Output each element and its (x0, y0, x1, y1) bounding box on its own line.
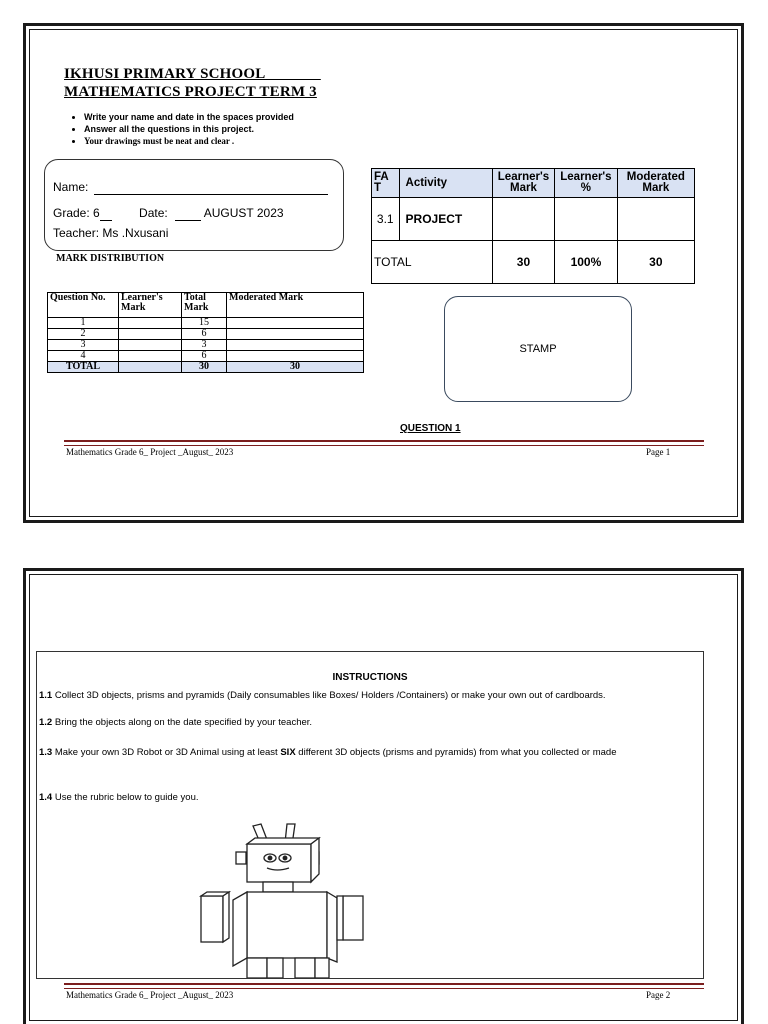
fat-table (371, 168, 695, 284)
fat-cell: 3.1 (372, 198, 400, 241)
bullet-item: • Your drawings must be neat and clear . (84, 136, 424, 146)
instruction-number: 1.1 (39, 690, 53, 701)
instructions-box (36, 651, 704, 979)
name-label: Name: (53, 180, 89, 194)
fat-total-cell: 30 (617, 241, 694, 284)
instruction-number: 1.2 (39, 717, 53, 728)
dist-total-cell: TOTAL (48, 362, 119, 373)
mark-distribution-table (47, 292, 364, 373)
dist-row (48, 318, 364, 329)
dist-cell[interactable] (227, 318, 364, 329)
dist-total-cell: 30 (227, 362, 364, 373)
instruction-number: 1.4 (39, 792, 53, 803)
dist-cell: 4 (48, 351, 119, 362)
dist-cell[interactable] (119, 329, 182, 340)
dist-cell: 3 (48, 340, 119, 351)
stamp-box (444, 296, 632, 402)
footer-rule (64, 983, 704, 989)
date-label: Date: (139, 206, 168, 220)
instruction-text: Collect 3D objects, prisms and pyramids (Daily consumables like Boxes/ Holders /Containers) or make your own out of cardboards. (52, 690, 606, 701)
question-heading: QUESTION 1 (400, 423, 461, 434)
dist-cell[interactable] (119, 340, 182, 351)
fat-header: FA T (372, 169, 400, 198)
instructions-heading: INSTRUCTIONS (332, 672, 408, 683)
page-2 (23, 568, 744, 1024)
fat-cell[interactable] (617, 198, 694, 241)
dist-header: Total Mark (182, 293, 227, 318)
mark-distribution-label: MARK DISTRIBUTION (56, 253, 165, 264)
instruction-text: Bring the objects along on the date specified by your teacher. (52, 717, 313, 728)
fat-header-row (372, 169, 695, 198)
dist-cell: 6 (182, 351, 227, 362)
teacher-label: Teacher: Ms .Nxusani (53, 226, 169, 240)
footer-left: Mathematics Grade 6_ Project _August_ 2023 (66, 990, 234, 1000)
instruction-number: 1.3 (39, 747, 53, 758)
fat-header: Learner's Mark (492, 169, 554, 198)
dist-header: Moderated Mark (227, 293, 364, 318)
instruction-text: Use the rubric below to guide you. (52, 792, 199, 803)
dist-cell[interactable] (227, 329, 364, 340)
dist-header-row (48, 293, 364, 318)
dist-cell[interactable] (119, 351, 182, 362)
footer-left: Mathematics Grade 6_ Project _August_ 2023 (66, 447, 234, 457)
dist-total-cell (119, 362, 182, 373)
fat-header: Moderated Mark (617, 169, 694, 198)
date-value: AUGUST 2023 (203, 206, 284, 220)
fat-cell[interactable] (492, 198, 554, 241)
instruction-item (39, 689, 606, 703)
instruction-item (39, 742, 689, 764)
dist-total-row (48, 362, 364, 373)
instruction-text: Make your own 3D Robot or 3D Animal using at least (52, 747, 281, 758)
bullet-item: • Write your name and date in the spaces provided (84, 112, 424, 122)
fat-cell: PROJECT (399, 198, 492, 241)
learner-info-box (44, 159, 344, 251)
dist-total-cell: 30 (182, 362, 227, 373)
fat-header: Activity (399, 169, 492, 198)
fat-total-cell: 30 (492, 241, 554, 284)
dist-cell: 3 (182, 340, 227, 351)
dist-header: Learner's Mark (119, 293, 182, 318)
footer-page-number: Page 1 (646, 447, 671, 457)
grade-label: Grade: 6 (53, 206, 100, 220)
fat-total-cell: 100% (555, 241, 617, 284)
instruction-bullets (52, 112, 424, 148)
instruction-item (39, 716, 312, 730)
dist-cell: 1 (48, 318, 119, 329)
instruction-emphasis: SIX (280, 747, 296, 758)
dist-cell: 15 (182, 318, 227, 329)
dist-cell: 2 (48, 329, 119, 340)
school-name: IKHUSI PRIMARY SCHOOL (64, 66, 266, 82)
bullet-item: • Answer all the questions in this project. (84, 124, 424, 134)
dist-cell[interactable] (119, 318, 182, 329)
dist-cell[interactable] (227, 351, 364, 362)
instruction-item (39, 791, 199, 805)
dist-header: Question No. (48, 293, 119, 318)
page-1 (23, 23, 744, 523)
dist-row (48, 351, 364, 362)
name-field[interactable] (53, 180, 328, 195)
grade-date-row (53, 206, 284, 221)
stamp-label: STAMP (519, 343, 557, 355)
footer-rule (64, 440, 704, 446)
robot-illustration (187, 812, 377, 978)
fat-cell[interactable] (555, 198, 617, 241)
project-title: MATHEMATICS PROJECT TERM 3 (64, 84, 317, 100)
dist-cell[interactable] (227, 340, 364, 351)
name-line (94, 180, 328, 195)
dist-row (48, 340, 364, 351)
fat-row (372, 198, 695, 241)
grade-line[interactable] (100, 206, 112, 221)
date-line[interactable] (175, 206, 201, 221)
footer-page-number: Page 2 (646, 990, 671, 1000)
dist-row (48, 329, 364, 340)
fat-header: Learner's % (555, 169, 617, 198)
fat-total-row (372, 241, 695, 284)
instruction-text: different 3D objects (prisms and pyramids) from what you collected or made (295, 747, 617, 758)
fat-total-label: TOTAL (372, 241, 493, 284)
dist-cell: 6 (182, 329, 227, 340)
